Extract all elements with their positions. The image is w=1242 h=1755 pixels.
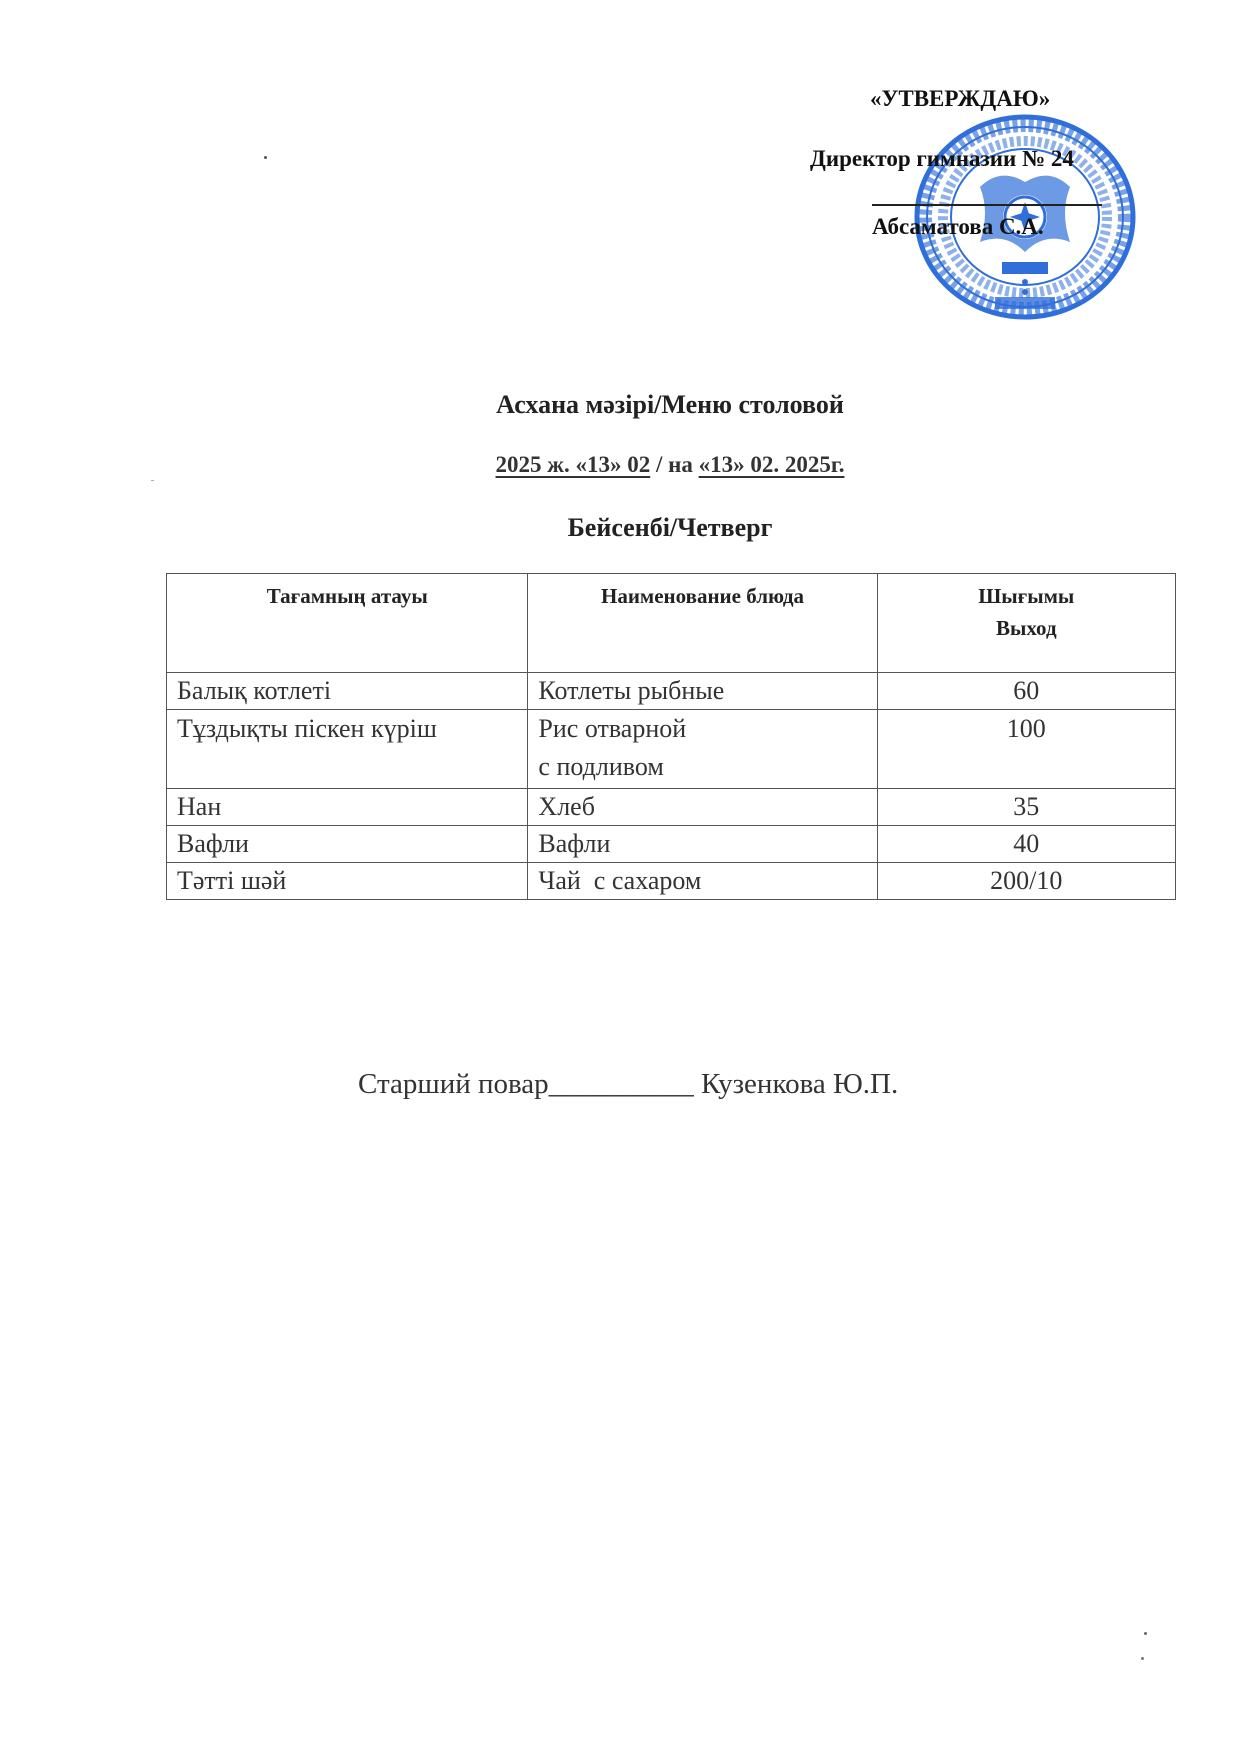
- dish-ru-line2: с подливом: [538, 752, 664, 781]
- date-ru: «13» 02. 2025г.: [698, 452, 845, 477]
- table-row: [167, 826, 1176, 863]
- table-header-row: [167, 574, 1176, 673]
- dish-ru: [528, 710, 877, 789]
- table-row: [167, 710, 1176, 789]
- approver-position: Директор гимназии № 24: [810, 146, 1074, 171]
- dish-kz: Тұздықты піскен күріш: [167, 710, 528, 789]
- signature-blank: __________: [548, 1068, 694, 1100]
- table-row: [167, 789, 1176, 826]
- dish-ru: Вафли: [528, 826, 877, 863]
- dish-ru: Чай с сахаром: [528, 863, 877, 900]
- approver-name: Абсаматова С.А.: [872, 214, 1044, 239]
- chef-signature: [358, 1068, 898, 1101]
- dish-kz: Вафли: [167, 826, 528, 863]
- scan-speck: [264, 156, 267, 159]
- scan-speck: [1144, 1632, 1147, 1635]
- menu-table: [166, 573, 1176, 900]
- scan-speck: [151, 480, 154, 481]
- dish-yield: 100: [877, 710, 1175, 789]
- dish-ru-line1: Рис отварной: [538, 714, 687, 743]
- header-kz-name: Тағамның атауы: [167, 574, 528, 673]
- dish-yield: 200/10: [877, 863, 1175, 900]
- header-yield: [877, 574, 1175, 673]
- dish-yield: 40: [877, 826, 1175, 863]
- approval-heading: «УТВЕРЖДАЮ»: [870, 86, 1051, 111]
- table-row: [167, 863, 1176, 900]
- dish-yield: 60: [877, 673, 1175, 710]
- header-yield-ru: Выход: [995, 616, 1057, 640]
- dish-yield: 35: [877, 789, 1175, 826]
- chef-name: Кузенкова Ю.П.: [693, 1068, 899, 1100]
- weekday: Бейсенбі/Четверг: [567, 513, 773, 542]
- date-kz: 2025 ж. «13» 02: [495, 452, 651, 477]
- dish-kz: Балық котлеті: [167, 673, 528, 710]
- table-row: [167, 673, 1176, 710]
- header-ru-name: Наименование блюда: [528, 574, 877, 673]
- dish-kz: Нан: [167, 789, 528, 826]
- scan-speck: [1141, 1657, 1144, 1660]
- signature-line: [872, 204, 1102, 206]
- header-yield-kz: Шығымы: [978, 584, 1075, 608]
- dish-kz: Тәтті шәй: [167, 863, 528, 900]
- dish-ru: Хлеб: [528, 789, 877, 826]
- date-separator: / на: [650, 452, 699, 477]
- document-title: Асхана мәзірі/Меню столовой: [496, 390, 844, 419]
- dish-ru: Котлеты рыбные: [528, 673, 877, 710]
- chef-role: Старший повар: [358, 1068, 549, 1100]
- document-date: [0, 452, 1242, 478]
